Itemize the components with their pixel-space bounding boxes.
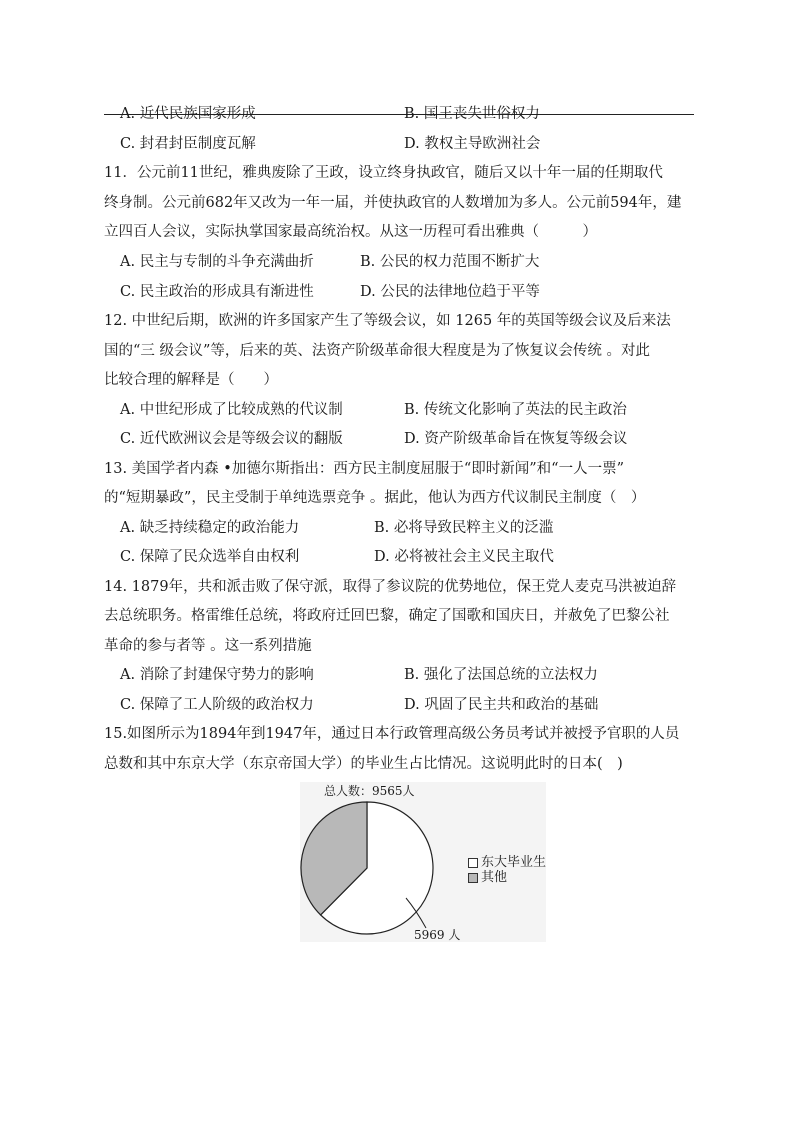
- legend-label: 其他: [481, 870, 508, 885]
- legend-swatch-tokyo-grads: [468, 858, 478, 868]
- q14-stem-line: 14. 1879年，共和派击败了保守派，取得了参议院的优势地位，保王党人麦克马洪被迫辞: [104, 579, 677, 595]
- q12-option-c: C. 近代欧洲议会是等级会议的翻版: [120, 431, 343, 447]
- legend-swatch-others: [468, 873, 478, 883]
- q14-option-b: B. 强化了法国总统的立法权力: [404, 667, 598, 683]
- q11-option-c: C. 民主政治的形成具有渐进性: [120, 284, 314, 300]
- q13-stem-line: 13. 美国学者内森 •加德尔斯指出：西方民主制度屈服于“即时新闻”和“一人一票”: [104, 461, 624, 477]
- q13-option-a: A. 缺乏持续稳定的政治能力: [120, 520, 300, 536]
- q11-stem-line: 立四百人会议，实际执掌国家最高统治权。从这一历程可看出雅典（ ）: [104, 224, 597, 240]
- q11-stem-line: 终身制。公元前682年又改为一年一届，并使执政官的人数增加为多人。公元前594年，建: [104, 195, 682, 211]
- q14-stem-line: 革命的参与者等 。这一系列措施: [104, 638, 312, 654]
- q14-option-c: C. 保障了工人阶级的政治权力: [120, 697, 314, 713]
- q12-stem-line: 国的“三 级会议”等，后来的英、法资产阶级革命很大程度是为了恢复议会传统 。对此: [104, 343, 651, 359]
- q13-option-d: D. 必将被社会主义民主取代: [374, 549, 554, 565]
- q12-option-b: B. 传统文化影响了英法的民主政治: [404, 402, 627, 418]
- q10-option-b: B. 国王丧失世俗权力: [404, 106, 540, 122]
- q14-stem-line: 去总统职务。格雷维任总统，将政府迁回巴黎，确定了国歌和国庆日，并赦免了巴黎公社: [104, 608, 670, 624]
- q12-option-a: A. 中世纪形成了比较成熟的代议制: [120, 402, 343, 418]
- legend-item-others: [468, 871, 507, 885]
- q11-option-d: D. 公民的法律地位趋于平等: [360, 284, 540, 300]
- q11-option-b: B. 公民的权力范围不断扩大: [360, 254, 540, 270]
- legend-item-tokyo-grads: [468, 856, 546, 870]
- pie-chart-figure: [300, 782, 546, 942]
- q12-option-d: D. 资产阶级革命旨在恢复等级会议: [404, 431, 628, 447]
- q11-stem-line: 11．公元前11世纪，雅典废除了王政，设立终身执政官，随后又以十年一届的任期取代: [104, 165, 663, 181]
- q14-option-d: D. 巩固了民主共和政治的基础: [404, 697, 599, 713]
- q12-stem-line: 12. 中世纪后期，欧洲的许多国家产生了等级会议，如 1265 年的英国等级会议及后来法: [104, 313, 671, 329]
- q10-option-a: A. 近代民族国家形成: [120, 106, 256, 122]
- q11-option-a: A. 民主与专制的斗争充满曲折: [120, 254, 314, 270]
- q15-stem-line: 总数和其中东京大学（东京帝国大学）的毕业生占比情况。这说明此时的日本( ): [104, 756, 623, 772]
- q13-option-c: C. 保障了民众选举自由权利: [120, 549, 300, 565]
- q14-option-a: A. 消除了封建保守势力的影响: [120, 667, 314, 683]
- q12-stem-line: 比较合理的解释是（ ）: [104, 372, 278, 388]
- slice-annotation: 5969 人: [414, 928, 461, 942]
- legend-label: 东大毕业生: [481, 855, 547, 870]
- q15-stem-line: 15.如图所示为1894年到1947年，通过日本行政管理高级公务员考试并被授予官职的人员: [104, 726, 680, 742]
- chart-title: 总人数：9565人: [324, 784, 415, 798]
- q10-option-d: D. 教权主导欧洲社会: [404, 136, 541, 152]
- q10-option-c: C. 封君封臣制度瓦解: [120, 136, 256, 152]
- q13-stem-line: 的“短期暴政”，民主受制于单纯选票竞争 。据此，他认为西方代议制民主制度（ ）: [104, 490, 646, 506]
- q13-option-b: B. 必将导致民粹主义的泛滥: [374, 520, 554, 536]
